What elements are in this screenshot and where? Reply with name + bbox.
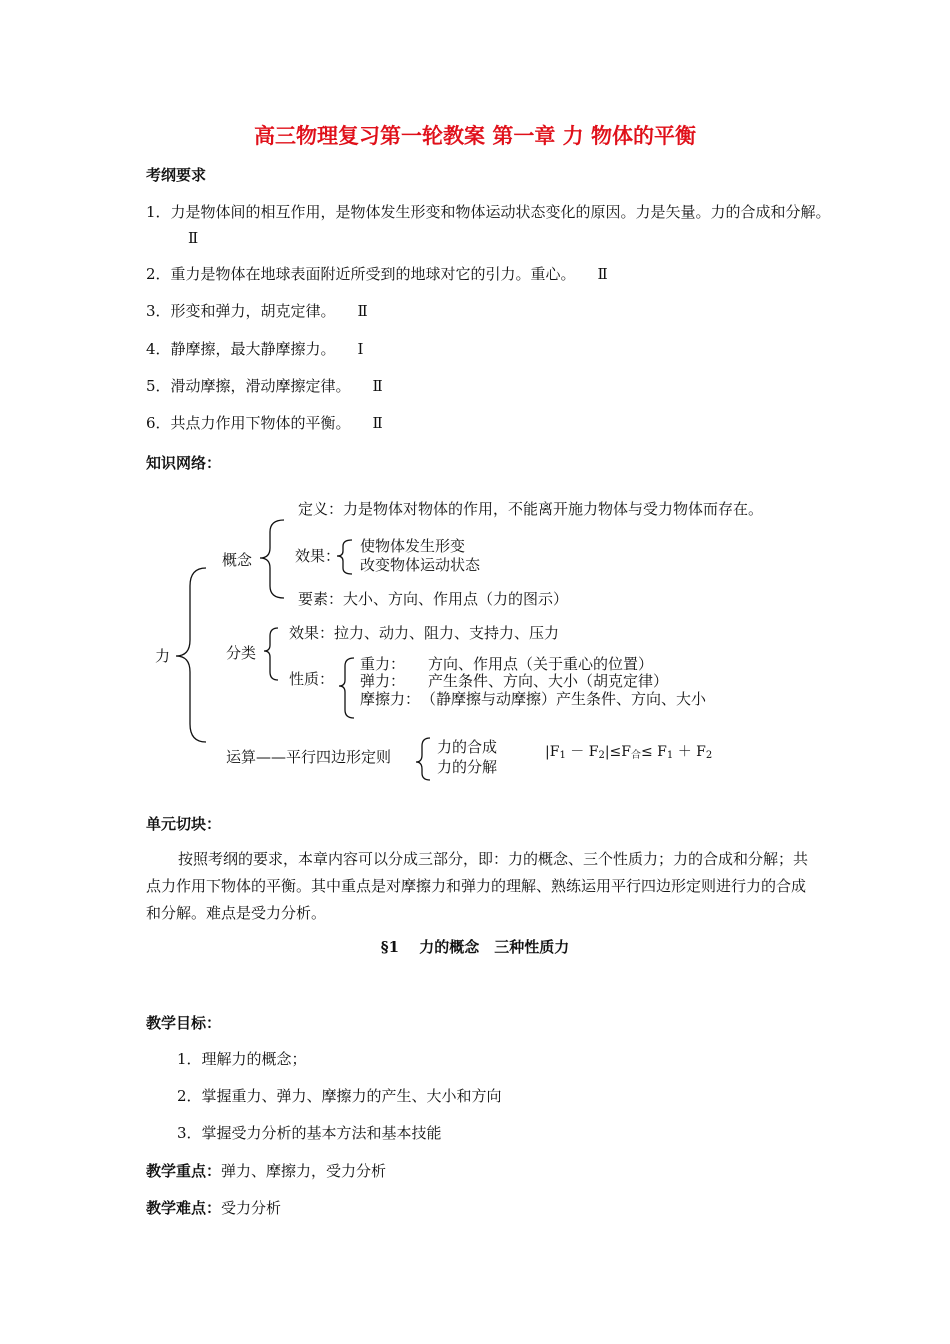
nature-name: 弹力： [360,672,406,690]
syllabus-item [146,375,383,396]
syllabus-item-text: 5．滑动摩擦，滑动摩擦定律。 [146,377,351,395]
root-brace [176,568,206,742]
syllabus-item-text: 3．形变和弹力，胡克定律。 [146,302,336,320]
concept-effect-label: 效果： [295,547,341,565]
syllabus-item [146,412,383,433]
syllabus-item [146,263,608,284]
syllabus-item [146,300,368,321]
difficulty-points [146,1197,281,1218]
syllabus-item-level: Ⅱ [597,265,608,283]
syllabus-item-level: Ⅱ [188,229,199,247]
key-points [146,1160,386,1181]
syllabus-item-level: Ⅱ [372,414,383,432]
concept-brace [260,520,284,598]
syllabus-item-level: Ⅰ [357,340,364,358]
key-text: 弹力、摩擦力，受力分析 [221,1162,387,1180]
nature-desc: 方向、作用点（关于重心的位置） [428,655,654,673]
classification-brace [264,628,278,680]
network-root: 力 [155,647,171,665]
page-title: 高三物理复习第一轮教案 第一章 力 物体的平衡 [254,123,696,148]
goals-heading: 教学目标： [146,1014,222,1032]
difficulty-label: 教学难点： [146,1199,222,1217]
operation-formula: $|F_1 - F_2|\le F_合\le F_1 + F_2$ [545,744,713,761]
nature-desc: （静摩擦与动摩擦）产生条件、方向、大小 [421,690,707,708]
operation-label: 运算——平行四边形定则 [226,748,392,766]
concept-definition: 定义：力是物体对物体的作用，不能离开施力物体与受力物体而存在。 [298,500,764,518]
operation-item: 力的分解 [437,758,498,776]
concept-effect-item: 使物体发生形变 [360,537,466,555]
nature-desc: 产生条件、方向、大小（胡克定律） [428,672,669,690]
concept-effect-item: 改变物体运动状态 [360,556,481,574]
section-title: §1 力的概念 三种性质力 [380,938,570,956]
syllabus-item-level: Ⅱ [357,302,368,320]
syllabus-item-level: Ⅱ [372,377,383,395]
key-label: 教学重点： [146,1162,222,1180]
operation-item: 力的合成 [437,738,498,756]
goal-item: 1．理解力的概念； [177,1050,307,1068]
nature-name: 重力： [360,655,406,673]
concept-elements: 要素：大小、方向、作用点（力的图示） [298,590,569,608]
nature-name: 摩擦力： [360,690,421,708]
syllabus-item-text: 2．重力是物体在地球表面附近所受到的地球对它的引力。重心。 [146,265,576,283]
syllabus-item [146,199,834,251]
concept-label: 概念 [222,551,253,569]
operation-brace [416,738,430,780]
unit-heading: 单元切块： [146,815,222,833]
syllabus-heading: 考纲要求 [146,166,207,184]
difficulty-text: 受力分析 [221,1199,282,1217]
network-heading: 知识网络： [146,454,222,472]
syllabus-item-text: 4．静摩擦，最大静摩擦力。 [146,340,336,358]
goal-item: 3．掌握受力分析的基本方法和基本技能 [177,1124,442,1142]
unit-paragraph: 按照考纲的要求，本章内容可以分成三部分，即：力的概念、三个性质力；力的合成和分解；共点力作用下物体的平衡。其中重点是对摩擦力和弹力的理解、熟练运用平行四边形定则进行力的合成和分解。难点是受力分析。 [146,850,809,922]
nature-brace [339,658,354,718]
classification-by-effect: 效果：拉力、动力、阻力、支持力、压力 [289,624,560,642]
syllabus-item-text: 6．共点力作用下物体的平衡。 [146,414,351,432]
classification-label: 分类 [226,644,257,662]
goal-item: 2．掌握重力、弹力、摩擦力的产生、大小和方向 [177,1087,502,1105]
classification-nature-label: 性质： [289,670,335,688]
syllabus-item [146,338,363,359]
syllabus-item-text: 1．力是物体间的相互作用，是物体发生形变和物体运动状态变化的原因。力是矢量。力的合成和分解。 [146,203,831,221]
